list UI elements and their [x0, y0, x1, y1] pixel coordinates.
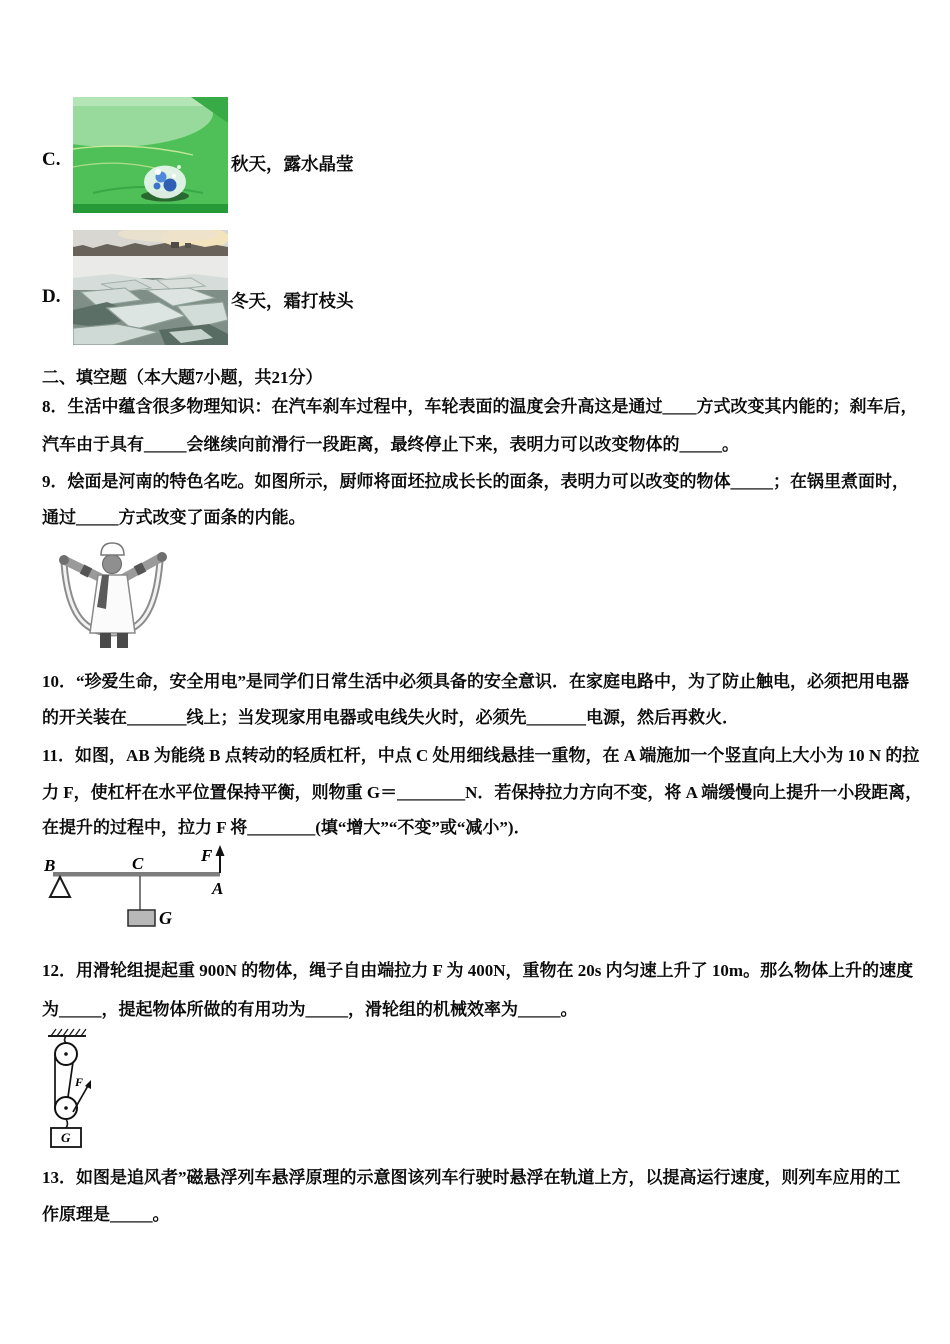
question-12-line-1: 12．用滑轮组提起重 900N 的物体，绳子自由端拉力 F 为 400N，重物在 20s 内匀速上升了 10m。那么物体上升的速度	[42, 961, 914, 980]
noodle-chef-figure	[48, 537, 183, 649]
question-10-line-1: 10．“珍爱生命，安全用电”是同学们日常生活中必须具备的安全意识．在家庭电路中，为了防止触电，必须把用电器	[42, 672, 909, 691]
lever-label-b: B	[44, 856, 56, 875]
apron	[90, 575, 135, 633]
lever-label-g: G	[159, 908, 172, 928]
head	[103, 555, 122, 574]
fulcrum-triangle	[50, 877, 70, 897]
ceiling-hatching	[51, 1029, 86, 1036]
ice-photo	[73, 230, 228, 345]
section-title: 二、填空题（本大题7小题，共21分）	[42, 368, 323, 387]
question-8-line-2: 汽车由于具有_____会继续向前滑行一段距离，最终停止下来，表明力可以改变物体的_____。	[42, 435, 739, 454]
question-11-line-1: 11．如图，AB 为能绕 B 点转动的轻质杠杆，中点 C 处用细线悬挂一重物，在 A 端施加一个竖直向上大小为 10 N 的拉	[42, 746, 920, 765]
pull-arrowhead	[85, 1080, 91, 1089]
lever-label-c: C	[132, 854, 144, 873]
lever-label-f: F	[201, 846, 213, 865]
lever-diagram	[38, 843, 248, 943]
question-13-line-1: 13．如图是追风者”磁悬浮列车悬浮原理的示意图该列车行驶时悬浮在轨道上方，以提高运行速度，则列车应用的工	[42, 1168, 901, 1187]
question-8-line-1: 8．生活中蕴含很多物理知识：在汽车刹车过程中，车轮表面的温度会升高这是通过____方式改变其内能的；刹车后，	[42, 397, 918, 416]
pulley-label-g: G	[61, 1130, 71, 1145]
option-c-caption: 秋天，露水晶莹	[231, 154, 354, 174]
option-c-label: C.	[42, 149, 61, 170]
load-hook	[66, 1119, 68, 1128]
left-leg	[100, 633, 111, 648]
option-d-caption: 冬天，霜打枝头	[231, 291, 354, 311]
option-d-label: D.	[42, 286, 61, 307]
question-9-line-1: 9．烩面是河南的特色名吃。如图所示，厨师将面坯拉成长长的面条，表明力可以改变的物体_____；在锅里煮面时，	[42, 472, 909, 491]
question-10-line-2: 的开关装在_______线上；当发现家用电器或电线失火时，必须先_______电源，然后再救火．	[42, 708, 739, 727]
weight-block	[128, 910, 155, 926]
dew-photo	[73, 97, 228, 213]
right-leg	[117, 633, 128, 648]
question-13-line-2: 作原理是_____。	[42, 1205, 170, 1224]
pulley-diagram	[44, 1026, 144, 1161]
lever-label-a: A	[212, 879, 224, 898]
pulley-label-f: F	[75, 1075, 84, 1089]
rope-middle	[68, 1062, 73, 1097]
question-11-line-2: 力 F，使杠杆在水平位置保持平衡，则物重 G＝________N．若保持拉力方向不变，将 A 端缓慢向上提升一小段距离，	[42, 783, 923, 802]
question-12-line-2: 为_____，提起物体所做的有用功为_____，滑轮组的机械效率为_____。	[42, 1000, 578, 1019]
question-11-line-3: 在提升的过程中，拉力 F 将________(填“增大”“不变”或“减小”)．	[42, 818, 531, 837]
question-9-line-2: 通过_____方式改变了面条的内能。	[42, 508, 306, 527]
chef-hat	[101, 543, 124, 555]
